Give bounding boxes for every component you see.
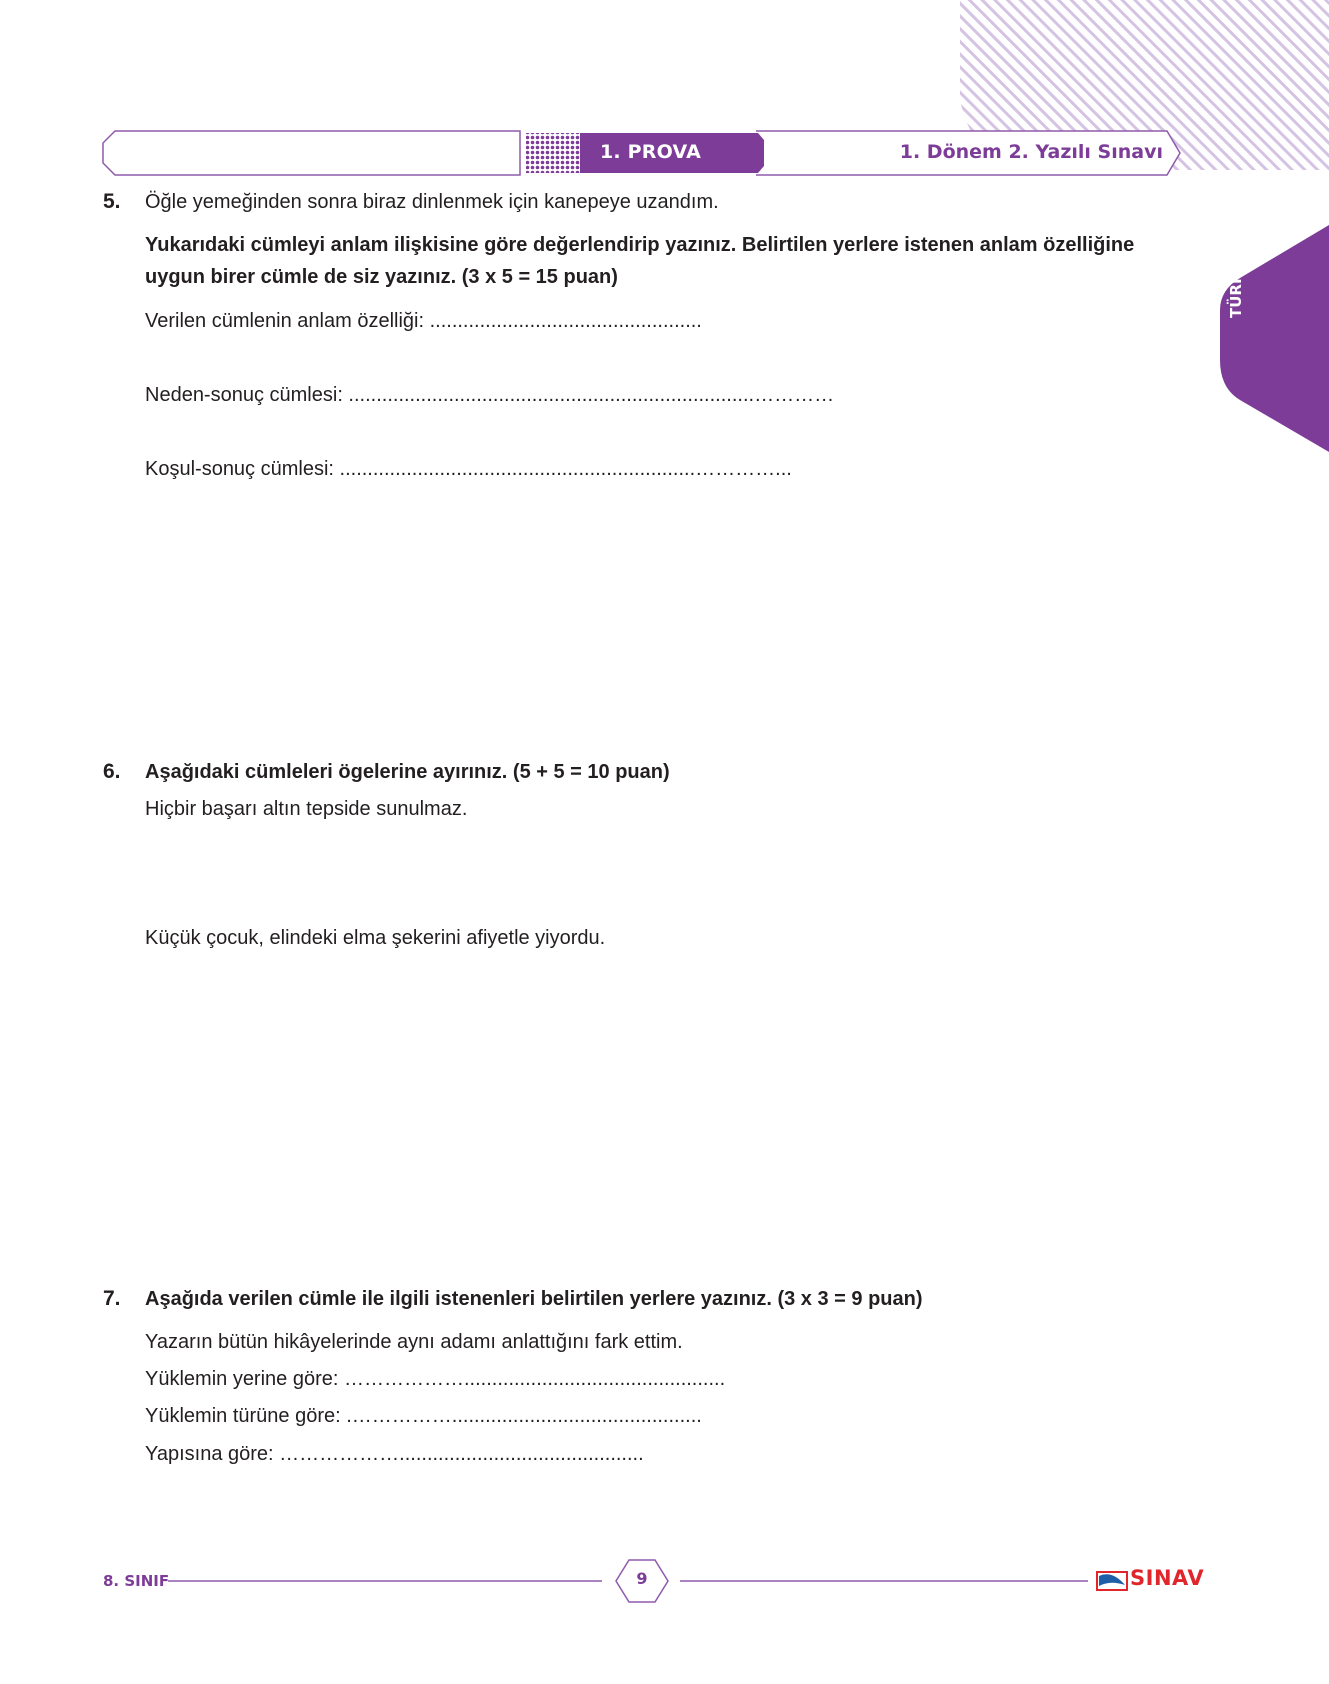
instruction-line: Yukarıdaki cümleyi anlam ilişkisine göre değerlendirip yazınız. Belirtilen yerlere istenen anlam özelliğine — [145, 234, 1135, 256]
question-number: 7. — [103, 1287, 121, 1310]
question-number: 6. — [103, 760, 121, 783]
page-number: 9 — [636, 1569, 648, 1588]
question-sentence: Küçük çocuk, elindeki elma şekerini afiyetle yiyordu. — [145, 927, 606, 949]
answer-line: Yüklemin yerine göre: ………………............................................... — [145, 1368, 726, 1390]
brand-name: SINAV — [1130, 1566, 1205, 1590]
answer-line: Yüklemin türüne göre: .……………............................................. — [145, 1405, 702, 1427]
question-number: 5. — [103, 190, 121, 213]
question-sentence: Hiçbir başarı altın tepside sunulmaz. — [145, 798, 468, 820]
exam-title: 1. Dönem 2. Yazılı Sınavı — [899, 141, 1163, 163]
answer-line: Yapısına göre: ………………............................................ — [145, 1443, 644, 1465]
question-sentence: Öğle yemeğinden sonra biraz dinlenmek için kanepeye uzandım. — [145, 191, 719, 213]
instruction-line: uygun birer cümle de siz yazınız. (3 x 5 = 15 puan) — [145, 266, 618, 288]
grade-label: 8. SINIF — [103, 1572, 170, 1590]
prova-label: 1. PROVA — [600, 141, 701, 163]
question-instruction: Aşağıdaki cümleleri ögelerine ayırınız. (5 + 5 = 10 puan) — [145, 761, 670, 783]
answer-line: Koşul-sonuç cümlesi: ................................................................…………... — [145, 458, 792, 480]
question-instruction: Aşağıda verilen cümle ile ilgili istenenleri belirtilen yerlere yazınız. (3 x 3 = 9 puan) — [145, 1288, 923, 1310]
brand-logo-icon — [1097, 1572, 1127, 1590]
question-sentence: Yazarın bütün hikâyelerinde aynı adamı anlattığını fark ettim. — [145, 1331, 683, 1353]
side-tab-label: TÜRKÇE — [1227, 251, 1245, 318]
answer-line: Neden-sonuç cümlesi: .........................................................................………… — [145, 384, 835, 406]
answer-line: Verilen cümlenin anlam özelliği: ................................................. — [145, 310, 702, 332]
